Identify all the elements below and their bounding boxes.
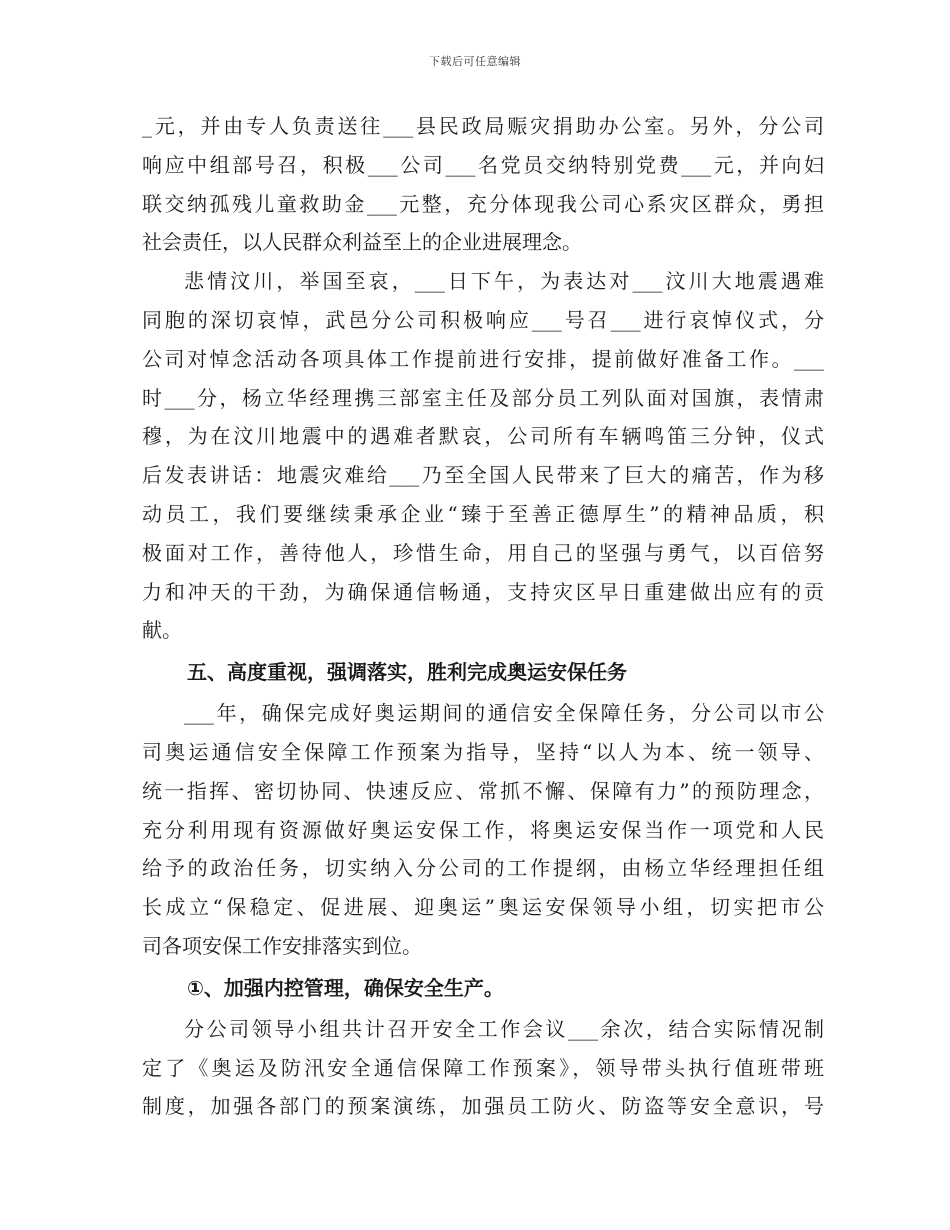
text-line: 同胞的深切哀悼，武邑分公司积极响应___号召___进行哀悼仪式，分 <box>142 307 824 332</box>
text-line: 极面对工作，善待他人，珍惜生命，用自己的坚强与勇气，以百倍努 <box>142 540 824 565</box>
text-line: 制度，加强各部门的预案演练，加强员工防火、防盗等安全意识，号 <box>142 1094 824 1119</box>
text-line: 联交纳孤残儿童救助金___元整，充分体现我公司心系灾区群众，勇担 <box>142 191 824 216</box>
text-line: _元，并由专人负责送往___县民政局赈灾捐助办公室。另外，分公司 <box>142 114 824 138</box>
text-line: 司奥运通信安全保障工作预案为指导，坚持“以人为本、统一领导、 <box>142 739 824 764</box>
document-body <box>142 107 824 1126</box>
text-line: 响应中组部号召，积极___公司___名党员交纳特别党费___元，并向妇 <box>142 152 824 177</box>
text-line: 分公司领导小组共计召开安全工作会议___余次，结合实际情况制 <box>184 1016 824 1041</box>
text-line: 穆，为在汶川地震中的遇难者默哀，公司所有车辆鸣笛三分钟，仪式 <box>142 424 824 449</box>
text-line: 公司对悼念活动各项具体工作提前进行安排，提前做好准备工作。___ <box>142 346 824 371</box>
text-line: 动员工，我们要继续秉承企业“臻于至善正德厚生”的精神品质，积 <box>142 501 824 526</box>
page-header: 下载后可任意编辑 <box>429 55 521 68</box>
text-line: 司各项安保工作安排落实到位。 <box>142 933 422 958</box>
paragraph-donation <box>142 107 824 262</box>
section-heading: 五、高度重视，强调落实，胜利完成奥运安保任务 <box>187 660 627 685</box>
subsection-heading: ①、加强内控管理，确保安全生产。 <box>187 975 504 1000</box>
text-line: 给予的政治任务，切实纳入分公司的工作提纲，由杨立华经理担任组 <box>142 856 824 881</box>
paragraph-mourning <box>142 262 824 650</box>
text-line: 定了《奥运及防汛安全通信保障工作预案》，领导带头执行值班带班 <box>142 1055 824 1080</box>
paragraph-olympic-security <box>142 694 824 966</box>
text-line: 充分利用现有资源做好奥运安保工作，将奥运安保当作一项党和人民 <box>142 817 824 842</box>
paragraph-internal-control <box>142 1010 824 1126</box>
text-line: 长成立“保稳定、促进展、迎奥运”奥运安保领导小组，切实把市公 <box>142 895 824 920</box>
text-line: 后发表讲话：地震灾难给___乃至全国人民带来了巨大的痛苦，作为移 <box>142 463 824 488</box>
text-line: 悲情汶川，举国至哀，___日下午，为表达对___汶川大地震遇难 <box>184 269 824 294</box>
text-line: 时___分，杨立华经理携三部室主任及部分员工列队面对国旗，表情肃 <box>142 385 824 410</box>
text-line: 社会责任，以人民群众利益至上的企业进展理念。 <box>142 230 582 255</box>
text-line: 力和冲天的干劲，为确保通信畅通，支持灾区早日重建做出应有的贡 <box>142 579 824 604</box>
text-line: 献。 <box>142 618 182 643</box>
text-line: ___年，确保完成好奥运期间的通信安全保障任务，分公司以市公 <box>184 701 824 726</box>
text-line: 统一指挥、密切协同、快速反应、常抓不懈、保障有力”的预防理念， <box>142 778 824 803</box>
